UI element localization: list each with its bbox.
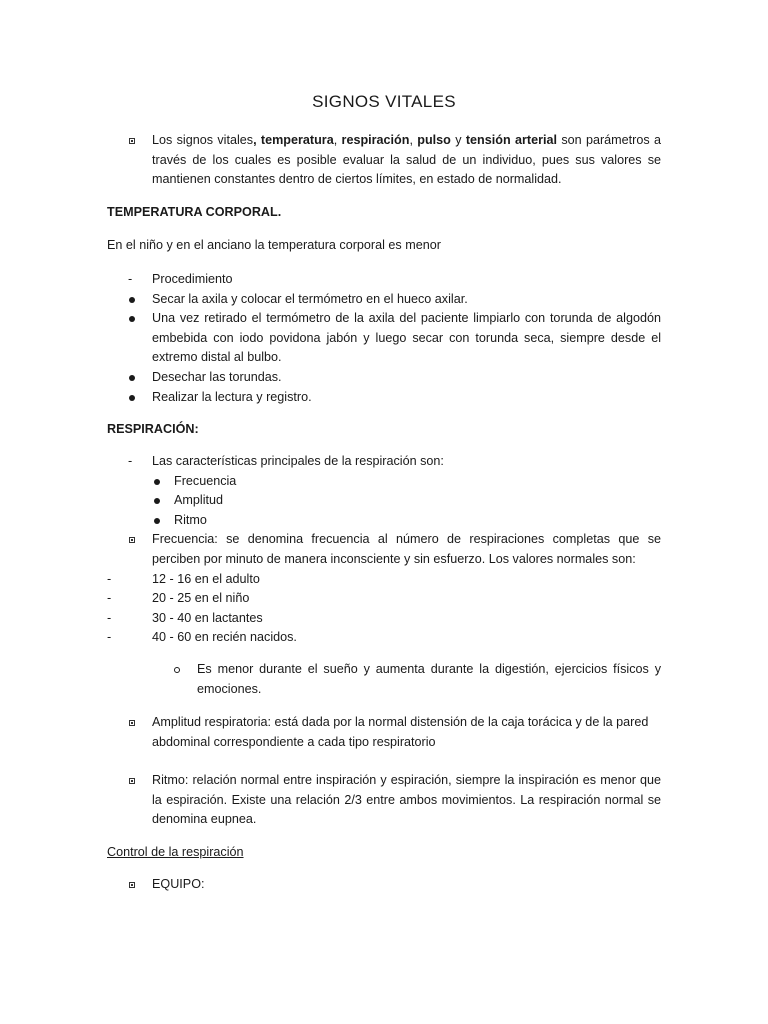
square-bullet-icon — [129, 537, 135, 543]
intro-text-5: son parámetros a través de los cuales es posible evaluar la salud de un individuo, pues sus valores se mantienen constantes dentro de ciertos límites, en estado de normalidad. — [152, 133, 661, 187]
procedure-step: Una vez retirado el termómetro de la axila del paciente limpiarlo con torunda de algodón embebida con iodo povidona jabón y luego secar con torunda seca, siempre desde el extremo distal al bulbo. — [152, 311, 661, 365]
resp-section — [107, 452, 661, 648]
resp-char-item: Frecuencia — [174, 473, 237, 488]
resp-chars-label: Las características principales de la respiración son: — [152, 454, 444, 468]
bullet-icon — [154, 479, 160, 485]
bullet-icon — [129, 375, 135, 381]
amplitude-paragraph: Amplitud respiratoria: está dada por la normal distensión de la caja torácica y de la pared abdominal correspondiente a cada tipo respiratorio — [152, 715, 649, 749]
amplitude-section — [107, 713, 661, 752]
list-item — [107, 290, 661, 310]
resp-char-item: Ritmo — [174, 512, 207, 527]
bullet-icon — [154, 498, 160, 504]
intro-section — [107, 131, 661, 190]
list-item — [107, 530, 661, 569]
intro-bold-pulso: pulso — [417, 133, 451, 147]
list-item — [107, 511, 661, 531]
intro-text-3: , — [409, 133, 418, 147]
freq-value: 20 - 25 en el niño — [152, 591, 250, 606]
freq-value: 12 - 16 en el adulto — [152, 571, 260, 586]
list-item — [107, 491, 661, 511]
list-item — [107, 771, 661, 830]
dash-marker: - — [107, 610, 112, 625]
dash-marker: - — [128, 454, 133, 468]
equipment-label: EQUIPO: — [152, 877, 205, 891]
procedure-step: Secar la axila y colocar el termómetro en el hueco axilar. — [152, 291, 468, 306]
square-bullet-icon — [129, 138, 135, 144]
bullet-icon — [129, 316, 135, 322]
freq-value: 30 - 40 en lactantes — [152, 610, 263, 625]
intro-bold-tension: tensión arterial — [465, 133, 557, 147]
list-item — [107, 472, 661, 492]
temp-heading-text: TEMPERATURA CORPORAL. — [107, 205, 282, 219]
resp-char-item: Amplitud — [174, 493, 223, 508]
list-item — [107, 309, 661, 368]
page-title: SIGNOS VITALES — [312, 92, 456, 111]
procedure-list — [107, 270, 661, 407]
bullet-icon — [129, 395, 135, 401]
square-bullet-icon — [129, 882, 135, 888]
square-bullet-icon — [129, 778, 135, 784]
intro-bold-temperatura: , temperatura — [253, 133, 334, 147]
dash-marker: - — [107, 571, 112, 586]
procedure-step: Realizar la lectura y registro. — [152, 389, 312, 404]
list-item — [107, 628, 661, 648]
intro-text-2: , — [333, 133, 342, 147]
list-item — [107, 589, 661, 609]
resp-heading — [107, 420, 199, 440]
list-item — [107, 270, 661, 290]
intro-text-1: Los signos vitales — [152, 133, 254, 147]
rhythm-section — [107, 771, 661, 830]
list-item — [107, 609, 661, 629]
intro-text-4: y — [450, 133, 466, 147]
intro-bold-respiracion: respiración — [341, 133, 410, 147]
equipment-section — [107, 875, 661, 895]
circle-bullet-icon — [174, 667, 180, 673]
bullet-icon — [129, 297, 135, 303]
list-item — [107, 452, 661, 472]
freq-value: 40 - 60 en recién nacidos. — [152, 630, 297, 645]
intro-paragraph — [152, 131, 661, 190]
dash-marker: - — [107, 591, 112, 606]
freq-paragraph: Frecuencia: se denomina frecuencia al número de respiraciones completas que se perciben por minuto de manera inconsciente y sin esfuerzo. Los valores normales son: — [152, 532, 661, 566]
procedure-step: Desechar las torundas. — [152, 369, 282, 384]
temp-note: En el niño y en el anciano la temperatura corporal es menor — [107, 238, 441, 252]
list-item — [107, 570, 661, 590]
control-heading-text: Control de la respiración — [107, 845, 244, 859]
list-item — [107, 368, 661, 388]
list-item — [107, 388, 661, 408]
list-item — [107, 875, 661, 895]
rhythm-paragraph: Ritmo: relación normal entre inspiración y espiración, siempre la inspiración es menor que la espiración. Existe una relación 2/3 entre ambos movimientos. La respiración normal se denomina eupnea. — [152, 773, 661, 827]
list-item — [107, 660, 661, 699]
procedure-label: Procedimiento — [152, 272, 233, 286]
temp-heading — [107, 203, 281, 223]
dash-marker: - — [128, 272, 133, 286]
control-heading — [107, 843, 244, 863]
dash-marker: - — [107, 630, 112, 645]
resp-heading-text: RESPIRACIÓN: — [107, 422, 199, 436]
freq-note-section — [107, 660, 661, 699]
list-item — [107, 713, 661, 752]
freq-note: Es menor durante el sueño y aumenta durante la digestión, ejercicios físicos y emociones. — [197, 662, 661, 696]
square-bullet-icon — [129, 720, 135, 726]
bullet-icon — [154, 518, 160, 524]
